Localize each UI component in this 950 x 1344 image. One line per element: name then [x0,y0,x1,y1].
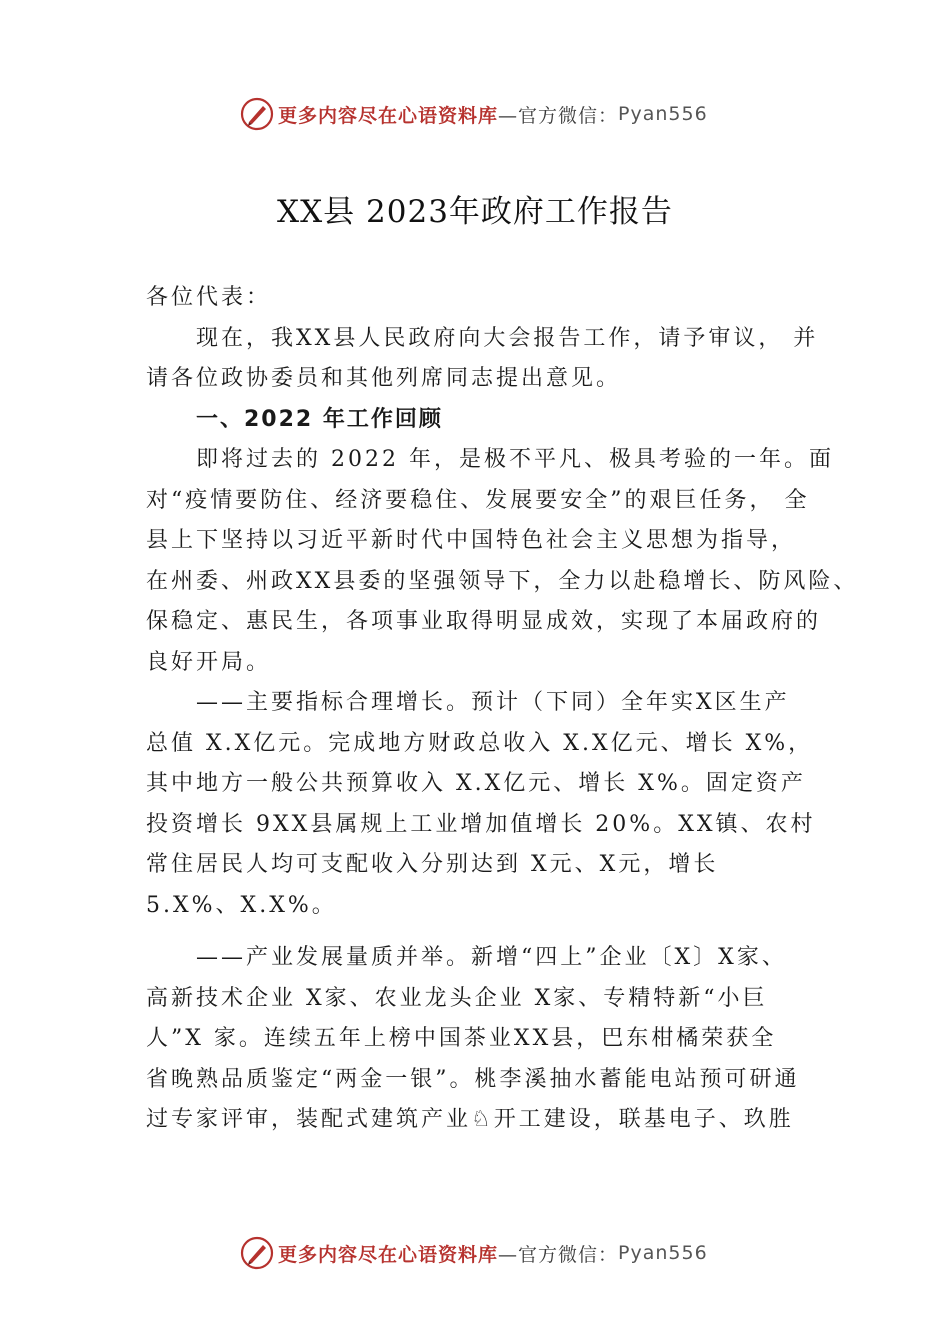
paragraph-1-line-2: 对“疫情要防住、经济要稳住、发展要安全”的艰巨任务， 全 [146,487,810,513]
paragraph-2-line-6: 5.X%、X.X%。 [146,892,337,918]
paragraph-2-line-1: ——主要指标合理增长。预计（下同）全年实X区生产 [196,690,790,715]
paragraph-2-line-3: 其中地方一般公共预算收入 X.X亿元、增长 X%。固定资产 [146,771,806,796]
paragraph-1-line-1: 即将过去的 2022 年，是极不平凡、极具考验的一年。面 [196,447,834,472]
paragraph-1-line-4: 在州委、州政XX县委的坚强领导下，全力以赴稳增长、防风险、 [146,568,859,594]
banner-wechat-label: —官方微信： [498,1243,619,1266]
salutation: 各位代表： [146,285,272,310]
paragraph-3-line-3: 人”X 家。连续五年上榜中国茶业XX县，巴东柑橘荣获全 [146,1026,777,1051]
paragraph-3-line-5: 过专家评审，装配式建筑产业♘开工建设，联基电子、玖胜 [146,1107,794,1132]
banner-site-text: 更多内容尽在心语资料库 [278,104,499,127]
footer-watermark-banner [240,1235,708,1271]
header-watermark-banner [240,96,708,132]
paragraph-1-line-6: 良好开局。 [146,649,272,675]
document-title: XX县 2023年政府工作报告 [277,194,673,230]
paragraph-2-line-5: 常住居民人均可支配收入分别达到 X元、X元，增长 [146,852,719,877]
banner-wechat-id: Pyan556 [618,103,708,125]
paragraph-3-line-4: 省晚熟品质鉴定“两金一银”。桃李溪抽水蓄能电站预可研通 [146,1066,800,1092]
paragraph-2-line-2: 总值 X.X亿元。完成地方财政总收入 X.X亿元、增长 X%， [146,730,814,756]
intro-line-2: 请各位政协委员和其他列席同志提出意见。 [146,366,622,391]
banner-wechat-label: —官方微信： [498,104,619,127]
intro-line-1: 现在，我XX县人民政府向大会报告工作，请予审议， 并 [196,325,819,351]
paragraph-3-line-2: 高新技术企业 X家、农业龙头企业 X家、专精特新“小巨 [146,985,768,1011]
paragraph-2-line-4: 投资增长 9XX县属规上工业增加值增长 20%。XX镇、农村 [146,811,816,837]
pen-logo-icon [240,1236,274,1270]
paragraph-1-line-5: 保稳定、惠民生，各项事业取得明显成效，实现了本届政府的 [146,609,822,634]
paragraph-spacer [146,926,818,938]
banner-site-text: 更多内容尽在心语资料库 [278,1243,499,1266]
paragraph-1-line-3: 县上下坚持以习近平新时代中国特色社会主义思想为指导， [146,528,797,553]
pen-logo-icon [240,97,274,131]
document-body [146,278,859,1141]
section-heading: 一、2022 年工作回顾 [196,406,443,432]
banner-wechat-id: Pyan556 [618,1242,708,1264]
paragraph-3-line-1: ——产业发展量质并举。新增“四上”企业〔X〕X家、 [196,945,787,970]
